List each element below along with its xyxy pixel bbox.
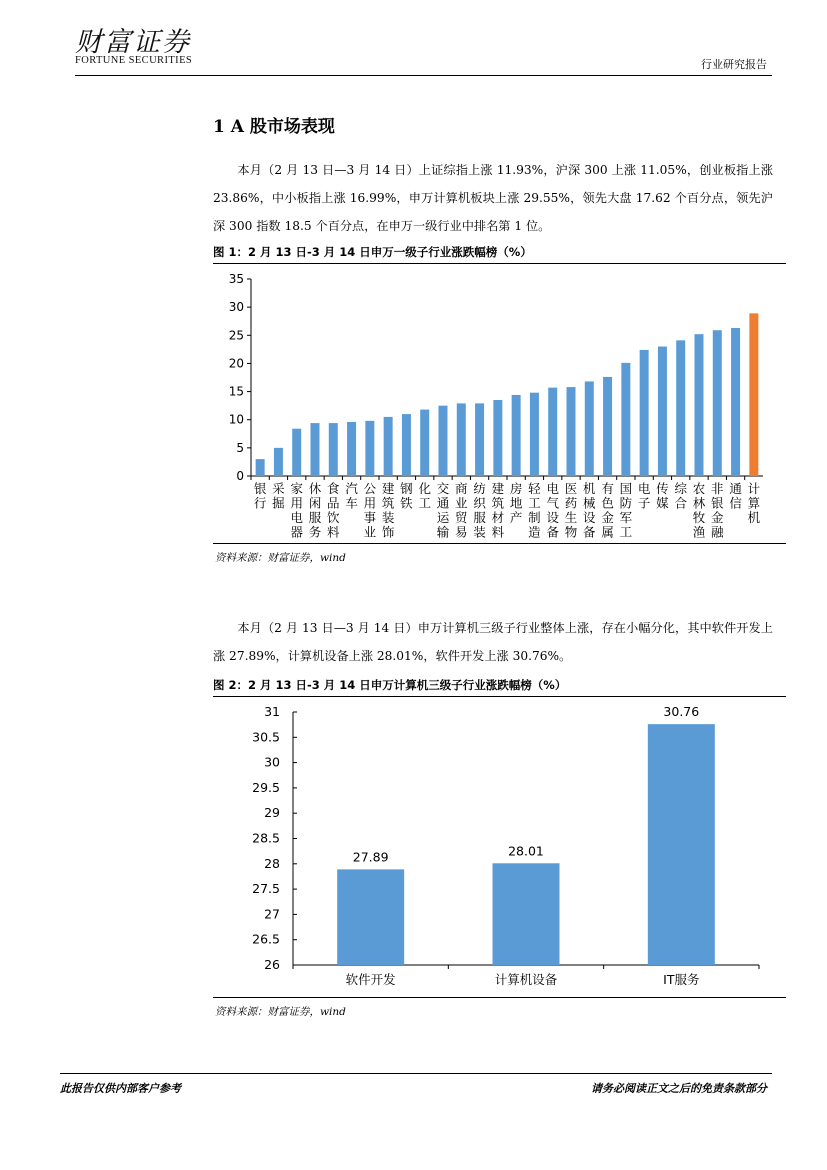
x-tick-label: 建筑材料: [491, 481, 505, 540]
x-tick-label: 农林牧渔: [692, 481, 706, 540]
bar: [695, 334, 704, 476]
bar: [640, 350, 649, 476]
x-tick-label: 家用电器: [290, 481, 303, 540]
bar: [256, 459, 265, 476]
x-tick-label: 汽车: [345, 481, 358, 511]
bar: [713, 330, 722, 476]
x-tick-label: 通信: [729, 481, 742, 511]
figure-1-chart: [213, 264, 786, 542]
y-tick-label: 0: [236, 469, 244, 483]
bar: [621, 363, 630, 476]
bar: [475, 403, 484, 476]
y-tick-label: 30: [264, 754, 280, 770]
bar: [420, 410, 429, 476]
y-tick-label: 31: [264, 704, 280, 719]
figure-1-source: 资料来源：财富证券，wind: [215, 552, 346, 564]
footer-disclaimer-left: 此报告仅供内部客户参考: [60, 1082, 181, 1095]
bar: [493, 400, 502, 476]
x-tick-label: 机械设备: [583, 481, 596, 540]
x-tick-label: 电子: [637, 481, 651, 511]
y-tick-label: 30.5: [252, 729, 280, 745]
paragraph-market-performance: 本月（2 月 13 日—3 月 14 日）上证综指上涨 11.93%，沪深 300 上涨 11.05%，创业板指上涨 23.86%，中小板指上涨 16.99%，申万计算机板块上涨 29.55%，领先大盘 17.62 个百分点，领先沪深 300 指数 18.5 个百分点，在申万一级行业中排名第 1 位。: [213, 163, 773, 233]
footer-divider: [60, 1073, 772, 1074]
x-tick-label: 食品饮料: [327, 481, 340, 540]
x-tick-label: 轻工制造: [528, 481, 541, 540]
y-tick-label: 29: [264, 805, 280, 821]
y-tick-label: 15: [228, 384, 244, 399]
figure-1-bottom-rule: [213, 543, 786, 544]
report-type-label: 行业研究报告: [701, 58, 767, 71]
bar: [567, 387, 576, 476]
x-tick-label: 传媒: [656, 481, 669, 511]
y-tick-label: 27.5: [252, 881, 280, 897]
bar: [274, 448, 283, 476]
paragraph-computer-subsectors: 本月（2 月 13 日—3 月 14 日）申万计算机三级子行业整体上涨，存在小幅分化，其中软件开发上涨 27.89%，计算机设备上涨 28.01%，软件开发上涨 30.76%。: [213, 621, 773, 663]
y-tick-label: 28.5: [252, 830, 280, 846]
figure-2-source: 资料来源：财富证券，wind: [215, 1006, 346, 1018]
bar: [457, 403, 466, 476]
y-tick-label: 25: [228, 328, 244, 343]
section-title: 1 A 股市场表现: [213, 117, 335, 137]
x-tick-label: 房地产: [509, 481, 523, 525]
x-tick-label: 医药生物: [564, 481, 578, 540]
data-label: 30.76: [663, 704, 700, 720]
x-tick-label: 化工: [418, 481, 431, 511]
bar: [603, 377, 612, 476]
figure-2-chart: [213, 697, 786, 997]
bar: [749, 313, 758, 476]
y-tick-label: 20: [228, 356, 244, 371]
bar: [493, 863, 560, 965]
x-tick-label: 银行: [253, 481, 267, 511]
header-divider: [75, 75, 772, 76]
x-tick-label: 综合: [674, 481, 687, 511]
bar: [365, 421, 374, 476]
figure-2-title: 图 2：2 月 13 日-3 月 14 日申万计算机三级子行业涨跌幅榜（%）: [213, 678, 567, 692]
x-tick-label: 软件开发: [345, 972, 396, 987]
data-label: 28.01: [508, 843, 544, 859]
bar: [676, 340, 685, 476]
y-tick-label: 35: [228, 272, 244, 286]
bar: [402, 414, 411, 476]
bar: [731, 328, 740, 476]
company-logo-english: FORTUNE SECURITIES: [75, 55, 193, 66]
x-tick-label: 交通运输: [436, 481, 450, 540]
bar: [329, 423, 338, 476]
x-tick-label: 商业贸易: [455, 481, 468, 540]
bar: [648, 724, 715, 965]
y-tick-label: 29.5: [252, 779, 280, 795]
y-tick-label: 27: [264, 906, 280, 922]
bar: [347, 422, 356, 476]
data-label: 27.89: [352, 849, 389, 865]
x-tick-label: 非银金融: [711, 481, 724, 540]
x-tick-label: 纺织服装: [473, 481, 486, 540]
x-tick-label: 建筑装饰: [381, 481, 395, 540]
x-tick-label: 计算机设备: [494, 972, 558, 987]
bar: [530, 393, 539, 476]
x-tick-label: IT服务: [663, 972, 700, 987]
company-logo-text: 财富证券: [75, 27, 191, 58]
bar: [311, 423, 320, 476]
y-tick-label: 26: [264, 957, 280, 972]
bar: [439, 406, 448, 476]
y-tick-label: 28: [264, 855, 280, 871]
bar: [658, 347, 667, 476]
y-tick-label: 26.5: [252, 931, 280, 947]
figure-1-title: 图 1：2 月 13 日-3 月 14 日申万一级子行业涨跌幅榜（%）: [213, 245, 532, 259]
bar: [512, 395, 521, 476]
y-tick-label: 30: [228, 300, 244, 315]
x-tick-label: 计算机: [747, 481, 761, 525]
bar: [337, 869, 404, 965]
x-tick-label: 电气设备: [546, 481, 559, 540]
bar: [384, 417, 393, 476]
bar: [548, 388, 557, 476]
bar: [292, 429, 301, 476]
x-tick-label: 国防军工: [619, 481, 633, 540]
figure-2-bottom-rule: [213, 997, 786, 998]
y-tick-label: 10: [228, 412, 244, 427]
x-tick-label: 公用事业: [363, 481, 377, 540]
x-tick-label: 钢铁: [400, 481, 413, 511]
x-tick-label: 休闲服务: [308, 481, 322, 540]
x-tick-label: 有色金属: [601, 481, 614, 540]
bar: [585, 381, 594, 476]
y-tick-label: 5: [236, 440, 244, 455]
footer-disclaimer-right: 请务必阅读正文之后的免责条款部分: [591, 1082, 767, 1095]
x-tick-label: 采掘: [272, 481, 285, 511]
